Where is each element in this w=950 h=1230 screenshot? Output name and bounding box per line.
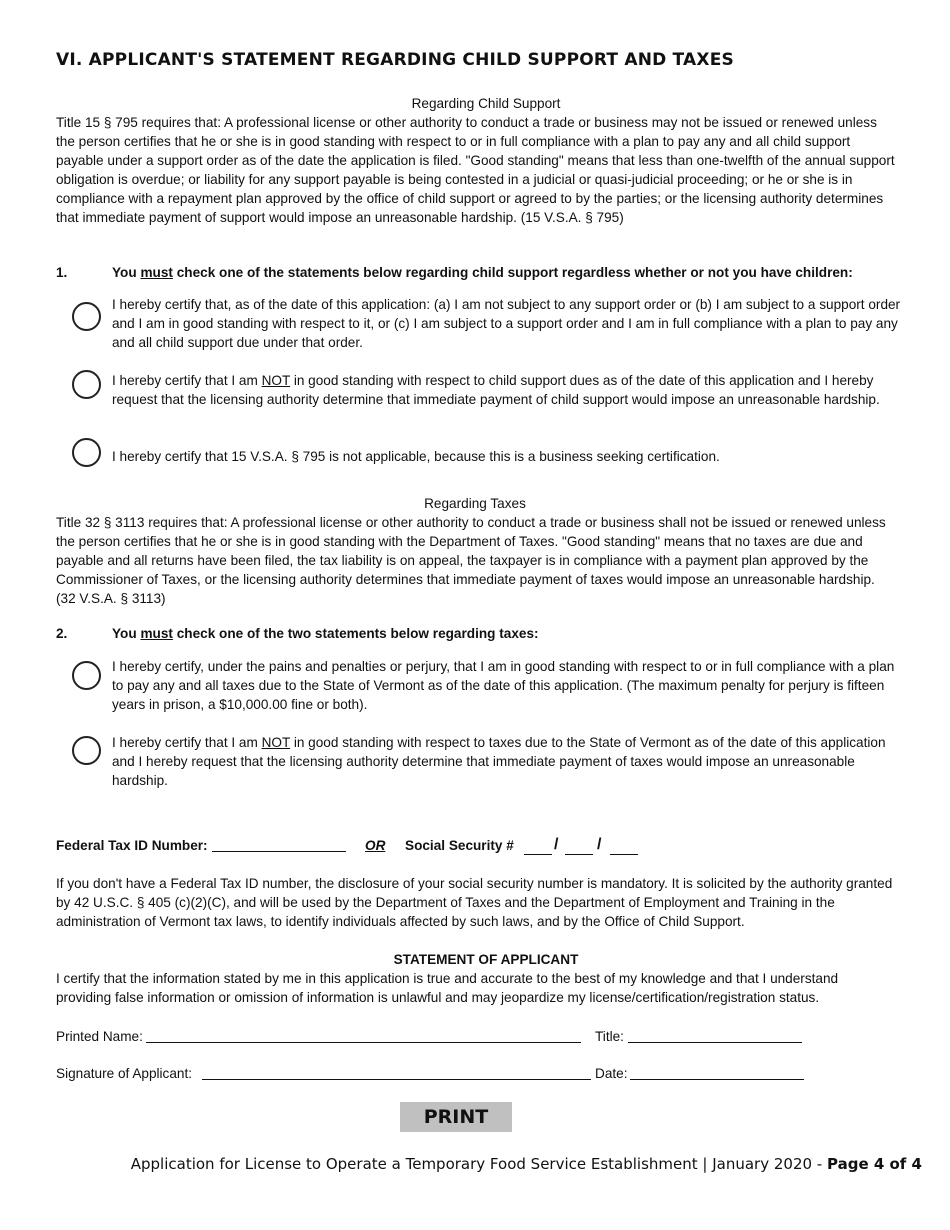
printed-name-label: Printed Name: <box>56 1029 143 1044</box>
title-label: Title: <box>595 1029 624 1044</box>
child-support-subheading: Regarding Child Support <box>411 96 561 111</box>
ssn-part-3-field[interactable] <box>610 840 638 855</box>
question-1-instruction: You must check one of the statements below regarding child support regardless whether or not you have children: <box>112 265 853 280</box>
ssn-disclosure-text: If you don't have a Federal Tax ID number, the disclosure of your social security number is mandatory. It is solicited by the authority granted by 42 U.S.C. § 405 (c)(2)(C), and will be used by the Department of Taxes and the Department of Employment and Training in the administration of Vermont tax laws, to identify individuals affected by such laws, and by the Office of Child Support. <box>56 876 893 929</box>
taxes-option-1-radio[interactable] <box>72 661 101 690</box>
federal-tax-id-field[interactable] <box>212 837 346 852</box>
question-2-instruction: You must check one of the two statements below regarding taxes: <box>112 626 539 641</box>
date-field[interactable] <box>630 1065 804 1080</box>
taxes-paragraph: Title 32 § 3113 requires that: A professional license or other authority to conduct a trade or business shall not be issued or renewed unless the person certifies that he or she is in good standing with the Department of Taxes. "Good standing" means that no taxes are due and payable and all returns have been filed, the tax liability is on appeal, the taxpayer is in compliance with a payment plan approved by the Commissioner of Taxes, or the licensing authority determines that immediate payment of taxes would impose an unreasonable hardship. (32 V.S.A. § 3113) <box>56 515 886 606</box>
footer-text: Application for License to Operate a Temporary Food Service Establishment | January 2020 - <box>130 1155 827 1173</box>
signature-label: Signature of Applicant: <box>56 1066 193 1081</box>
taxes-option-2-text: I hereby certify that I am NOT in good standing with respect to taxes due to the State of Vermont as of the date of this application and I hereby request that the licensing authority determine that immediate payment of taxes would impose an unreasonable hardship. <box>112 735 886 788</box>
child-support-option-1-radio[interactable] <box>72 302 101 331</box>
print-button[interactable]: PRINT <box>400 1102 512 1132</box>
ssn-part-2-field[interactable] <box>565 840 593 855</box>
child-support-option-3-text: I hereby certify that 15 V.S.A. § 795 is not applicable, because this is a business seeking certification. <box>112 449 720 464</box>
question-1-number: 1. <box>56 265 68 280</box>
section-heading: VI. APPLICANT'S STATEMENT REGARDING CHILD SUPPORT AND TAXES <box>56 50 734 70</box>
ssn-part-1-field[interactable] <box>524 840 552 855</box>
taxes-option-2-radio[interactable] <box>72 736 101 765</box>
child-support-paragraph: Title 15 § 795 requires that: A professional license or other authority to conduct a trade or business may not be issued or renewed unless the person certifies that he or she is in good standing with respect to or in full compliance with a plan to pay any and all child support payable under a support order as of the date the application is filed. "Good standing" means that less than one-twelfth of the annual support obligation is overdue; or liability for any support payable is being contested in a judicial or quasi-judicial proceeding; or he or she is in compliance with a repayment plan approved by the office of child support or agreed to by the parties; or the licensing authority determines that immediate payment of support would impose an unreasonable hardship. (15 V.S.A. § 795) <box>56 115 895 225</box>
taxes-option-1-text: I hereby certify, under the pains and penalties or perjury, that I am in good standing with respect to or in full compliance with a plan to pay any and all taxes due to the State of Vermont as of the date of this application. (The maximum penalty for perjury is fifteen years in prison, a $10,000.00 fine or both). <box>112 659 895 712</box>
ssn-slash-1: / <box>554 836 559 853</box>
child-support-option-1-text: I hereby certify that, as of the date of this application: (a) I am not subject to any support order or (b) I am subject to a support order and I am in good standing with respect to it, or (c) I am subject to a support order and I am in full compliance with a plan to pay any and all child support due under that order. <box>112 297 901 350</box>
or-label: OR <box>365 838 386 853</box>
printed-name-field[interactable] <box>146 1028 581 1043</box>
statement-text: I certify that the information stated by me in this application is true and accurate to the best of my knowledge and that I understand providing false information or omission of information is unlawful and may jeopardize my license/certification/registration status. <box>56 971 839 1005</box>
child-support-option-3-radio[interactable] <box>72 438 101 467</box>
signature-field[interactable] <box>202 1065 591 1080</box>
statement-heading: STATEMENT OF APPLICANT <box>393 952 579 967</box>
federal-tax-id-label: Federal Tax ID Number: <box>56 838 208 853</box>
child-support-option-2-radio[interactable] <box>72 370 101 399</box>
question-2-number: 2. <box>56 626 68 641</box>
taxes-subheading: Regarding Taxes <box>424 496 526 511</box>
ssn-label: Social Security # <box>405 838 514 853</box>
page-number: Page 4 of 4 <box>827 1155 922 1173</box>
title-field[interactable] <box>628 1028 802 1043</box>
child-support-option-2-text: I hereby certify that I am NOT in good standing with respect to child support dues as of the date of this application and I hereby request that the licensing authority determine that immediate payment of child support would impose an unreasonable hardship. <box>112 373 880 407</box>
date-label: Date: <box>595 1066 628 1081</box>
ssn-slash-2: / <box>597 836 602 853</box>
page-footer <box>0 1155 922 1173</box>
